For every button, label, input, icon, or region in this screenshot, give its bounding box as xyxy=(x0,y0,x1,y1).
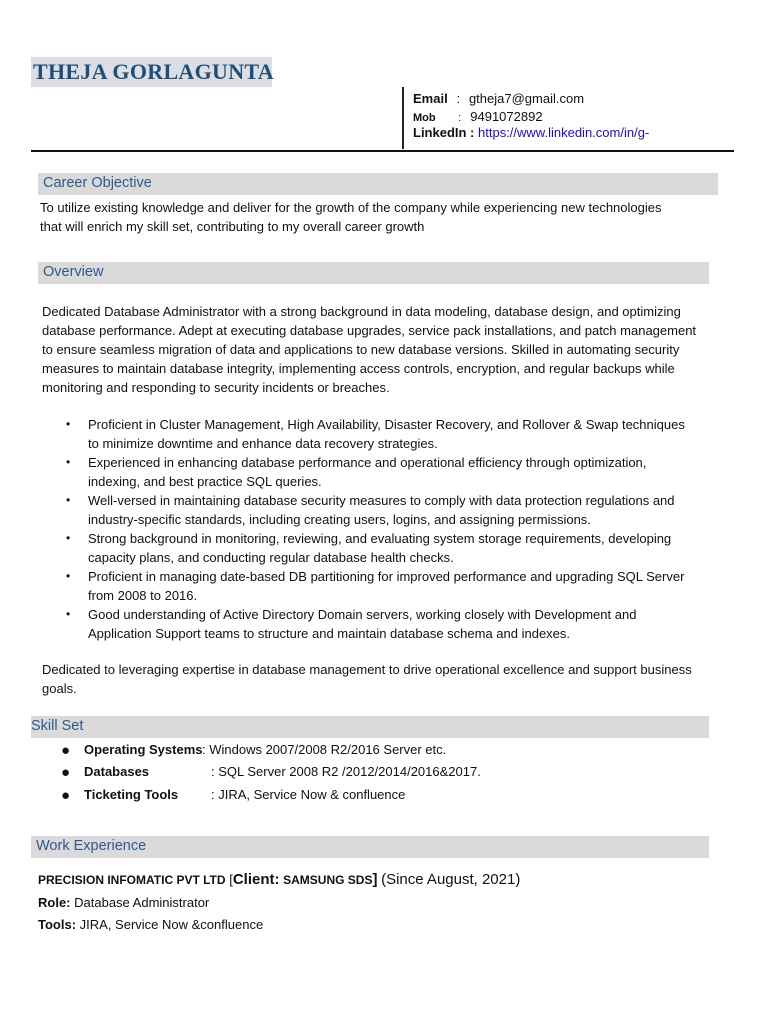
bullet-line: Application Support teams to structure and maintain database schema and indexes. xyxy=(88,626,571,641)
bullet-line: indexing, and best practice SQL queries. xyxy=(88,474,322,489)
list-item xyxy=(64,605,744,643)
career-objective-line: that will enrich my skill set, contributing to my overall career growth xyxy=(40,219,425,234)
bullet-line: Proficient in managing date-based DB partitioning for improved performance and upgrading SQL Server xyxy=(88,569,685,584)
skill-set-bar xyxy=(31,716,709,738)
header-divider-vertical xyxy=(402,87,404,149)
career-objective-text xyxy=(40,198,740,236)
overview-closing-line: Dedicated to leveraging expertise in database management to drive operational excellence and support business xyxy=(42,662,692,677)
bullet-line: Well-versed in maintaining database security measures to comply with data protection regulations and xyxy=(88,493,675,508)
bullet-line: Good understanding of Active Directory Domain servers, working closely with Development and xyxy=(88,607,637,622)
mobile-value: 9491072892 xyxy=(470,109,543,124)
overview-bar xyxy=(38,262,709,284)
bullet-line: Experienced in enhancing database performance and operational efficiency through optimization, xyxy=(88,455,647,470)
skill-key: Ticketing Tools xyxy=(84,787,179,802)
client-label: Client: xyxy=(232,871,280,888)
bullet-icon: • xyxy=(66,569,71,583)
overview-line: monitoring and responding to security incidents or breaches. xyxy=(42,380,390,395)
skill-key: Databases xyxy=(84,764,150,779)
role-line xyxy=(38,895,209,910)
tools-label: Tools: xyxy=(38,917,77,932)
bullet-line: to minimize downtime and enhance data recovery strategies. xyxy=(88,436,438,451)
bullet-line: capacity plans, and conducting regular database health checks. xyxy=(88,550,454,565)
bullet-line: industry-specific standards, including creating users, logins, and assigning permissions. xyxy=(88,512,591,527)
bullet-icon: ● xyxy=(61,764,71,781)
overview-closing xyxy=(42,660,754,698)
overview-line: Dedicated Database Administrator with a strong background in data modeling, database design, and optimizing xyxy=(42,304,681,319)
bullet-icon: • xyxy=(66,607,71,621)
bullet-icon: ● xyxy=(61,742,71,759)
mobile-row xyxy=(413,109,543,124)
list-item xyxy=(64,529,744,567)
skill-value: : SQL Server 2008 R2 /2012/2014/2016&2017. xyxy=(211,764,481,779)
email-separator: : xyxy=(456,91,461,106)
overview-heading: Overview xyxy=(43,264,104,280)
bullet-icon: • xyxy=(66,531,71,545)
mobile-separator: : xyxy=(458,112,462,124)
linkedin-label: LinkedIn : xyxy=(413,125,475,140)
linkedin-row xyxy=(413,125,649,140)
skill-value: : Windows 2007/2008 R2/2016 Server etc. xyxy=(202,742,447,757)
company-name: PRECISION INFOMATIC PVT LTD xyxy=(38,873,226,887)
bullet-icon: ● xyxy=(61,787,71,804)
tools-line xyxy=(38,917,263,932)
career-objective-heading: Career Objective xyxy=(43,175,152,191)
bullet-icon: • xyxy=(66,493,71,507)
role-label: Role: xyxy=(38,895,71,910)
list-item xyxy=(64,453,744,491)
bullet-icon: • xyxy=(66,417,71,431)
overview-paragraph xyxy=(42,302,752,397)
skill-set-heading: Skill Set xyxy=(31,718,84,734)
overview-line: to ensure seamless migration of data and applications to new database versions. Skilled in automating security xyxy=(42,342,680,357)
work-experience-heading: Work Experience xyxy=(36,838,147,854)
list-item xyxy=(64,491,744,529)
linkedin-link[interactable]: https://www.linkedin.com/in/g- xyxy=(478,125,650,140)
role-value: Database Administrator xyxy=(74,895,210,910)
bullet-line: Strong background in monitoring, reviewing, and evaluating system storage requirements, developing xyxy=(88,531,672,546)
list-item xyxy=(64,415,744,453)
tools-value: JIRA, Service Now &confluence xyxy=(79,917,264,932)
company-line xyxy=(38,871,520,888)
skill-key: Operating Systems xyxy=(84,742,203,757)
overview-line: measures to maintain database integrity, implementing access controls, encryption, and regular backups while xyxy=(42,361,675,376)
email-row xyxy=(413,91,584,106)
client-open-bracket: [ xyxy=(229,872,233,887)
email-label: Email xyxy=(413,91,448,106)
header-divider-horizontal xyxy=(31,150,734,152)
client-name: SAMSUNG SDS xyxy=(283,873,373,887)
bullet-line: Proficient in Cluster Management, High Availability, Disaster Recovery, and Rollover & Swap techniques xyxy=(88,417,685,432)
list-item xyxy=(64,567,744,605)
overview-bullet-list xyxy=(64,415,744,643)
since-date: (Since August, 2021) xyxy=(381,871,521,888)
overview-closing-line: goals. xyxy=(42,681,77,696)
email-value[interactable]: gtheja7@gmail.com xyxy=(468,91,585,106)
bullet-line: from 2008 to 2016. xyxy=(88,588,198,603)
client-close-bracket: ] xyxy=(372,871,378,888)
bullet-icon: • xyxy=(66,455,71,469)
career-objective-line: To utilize existing knowledge and deliver for the growth of the company while experiencing new technologies xyxy=(40,200,662,215)
mobile-label: Mob xyxy=(413,112,436,124)
skill-value: : JIRA, Service Now & confluence xyxy=(211,787,406,802)
overview-line: database performance. Adept at executing database upgrades, service pack installations, and patch management xyxy=(42,323,697,338)
candidate-name: THEJA GORLAGUNTA xyxy=(33,59,274,84)
